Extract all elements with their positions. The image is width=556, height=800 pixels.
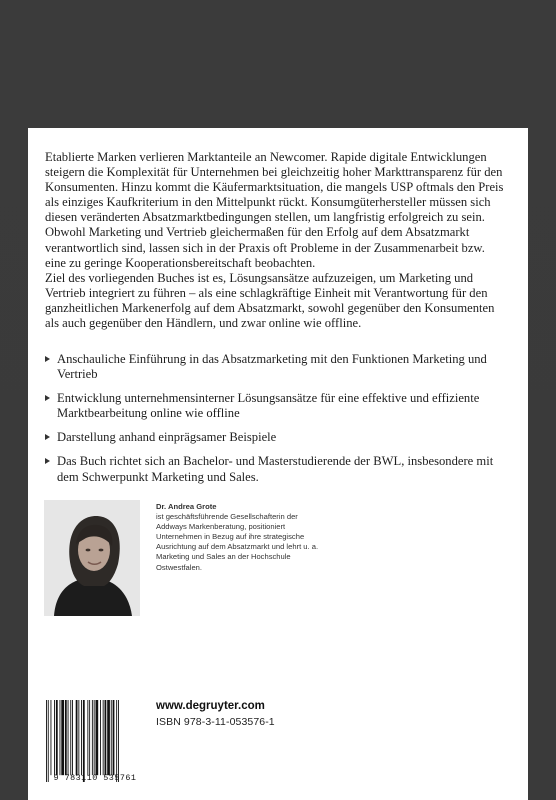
- barcode-bar: [111, 700, 112, 775]
- barcode-bar: [51, 700, 52, 775]
- barcode-bar: [105, 700, 107, 775]
- barcode-bar: [118, 700, 119, 782]
- author-portrait-icon: [44, 500, 140, 616]
- barcode-bar: [116, 700, 117, 782]
- isbn-number: ISBN 978-3-11-053576-1: [156, 716, 275, 728]
- triangle-bullet-icon: [45, 395, 50, 401]
- barcode-bar: [46, 700, 47, 782]
- blurb-text: [45, 150, 507, 331]
- barcode-bar: [54, 700, 55, 775]
- barcode-bar: [100, 700, 101, 775]
- author-photo: [44, 500, 140, 616]
- author-bio: ist geschäftsführende Gesellschafterin der Addways Markenberatung, positioniert Unternehmen in Bezug auf ihre strategische Ausrichtung auf dem Absatzmarkt und lehrt u. a. Marketing und Sales an der Hochschule Ostwestfalen.: [156, 512, 319, 572]
- barcode-bar: [83, 700, 85, 782]
- triangle-bullet-icon: [45, 458, 50, 464]
- barcode-bar: [113, 700, 115, 775]
- barcode-bar: [78, 700, 79, 775]
- list-item: Das Buch richtet sich an Bachelor- und Masterstudierende der BWL, insbesondere mit dem Schwerpunkt Marketing und Sales.: [45, 454, 515, 484]
- barcode-bar: [87, 700, 88, 775]
- barcode-bar: [48, 700, 49, 782]
- triangle-bullet-icon: [45, 356, 50, 362]
- barcode-bar: [96, 700, 99, 775]
- author-name: Dr. Andrea Grote: [156, 502, 217, 511]
- barcode-bar: [76, 700, 78, 775]
- blurb-paragraph-2: Ziel des vorliegenden Buches ist es, Lösungsansätze aufzuzeigen, um Marketing und Vertrieb integriert zu führen – als eine schlagkräftige Einheit mit Verantwortung für den ganzheitlichen Markenerfolg auf dem Absatzmarkt, sowohl gegenüber den Konsumenten als auch gegenüber den Händlern, und zwar online wie offline.: [45, 270, 495, 331]
- list-item: Entwicklung unternehmensinterner Lösungsansätze für eine effektive und effiziente Marktbearbeitung online wie offline: [45, 391, 515, 421]
- barcode-bar: [94, 700, 95, 775]
- barcode-bar: [65, 700, 67, 775]
- barcode-bar: [68, 700, 69, 775]
- author-info: [156, 502, 326, 573]
- barcode-digits: 9 783110 535761: [53, 773, 137, 783]
- publisher-url: www.degruyter.com: [156, 700, 265, 712]
- barcode-bar: [61, 700, 64, 775]
- triangle-bullet-icon: [45, 434, 50, 440]
- barcode-bar: [72, 700, 73, 775]
- white-text-panel: [28, 128, 528, 800]
- isbn-barcode: [44, 700, 146, 782]
- list-item: Anschauliche Einführung in das Absatzmarketing mit den Funktionen Marketing und Vertrieb: [45, 352, 515, 382]
- barcode-bar: [60, 700, 61, 775]
- barcode-bar: [81, 700, 82, 775]
- barcode-bar: [103, 700, 104, 775]
- barcode-bar: [56, 700, 58, 775]
- barcode-bar: [92, 700, 93, 775]
- barcode-bar: [107, 700, 110, 775]
- list-item: Darstellung anhand einprägsamer Beispiele: [45, 430, 515, 445]
- barcode-bar: [89, 700, 90, 775]
- blurb-paragraph-1: Etablierte Marken verlieren Marktanteile an Newcomer. Rapide digitale Entwicklungen steigern die Komplexität für Unternehmen bei gleichzeitig hoher Markttransparenz für den Konsumenten. Hinzu kommt die Käufermarktsituation, die mangels USP oftmals den Preis als einziges Kaufkriterium in den Mittelpunkt rückt. Konsumgüterhersteller müssen sich diesen veränderten Absatzmarktbedingungen stellen, um langfristig erfolgreich zu sein. Obwohl Marketing und Vertrieb gleichermaßen für den Erfolg auf dem Absatzmarkt verantwortlich sind, lassen sich in der Praxis oft Probleme in der Zusammenarbeit bzw. eine zu geringe Kooperationsbereitschaft beobachten.: [45, 150, 504, 270]
- feature-bullet-list: [45, 352, 515, 494]
- barcode-bar: [70, 700, 71, 775]
